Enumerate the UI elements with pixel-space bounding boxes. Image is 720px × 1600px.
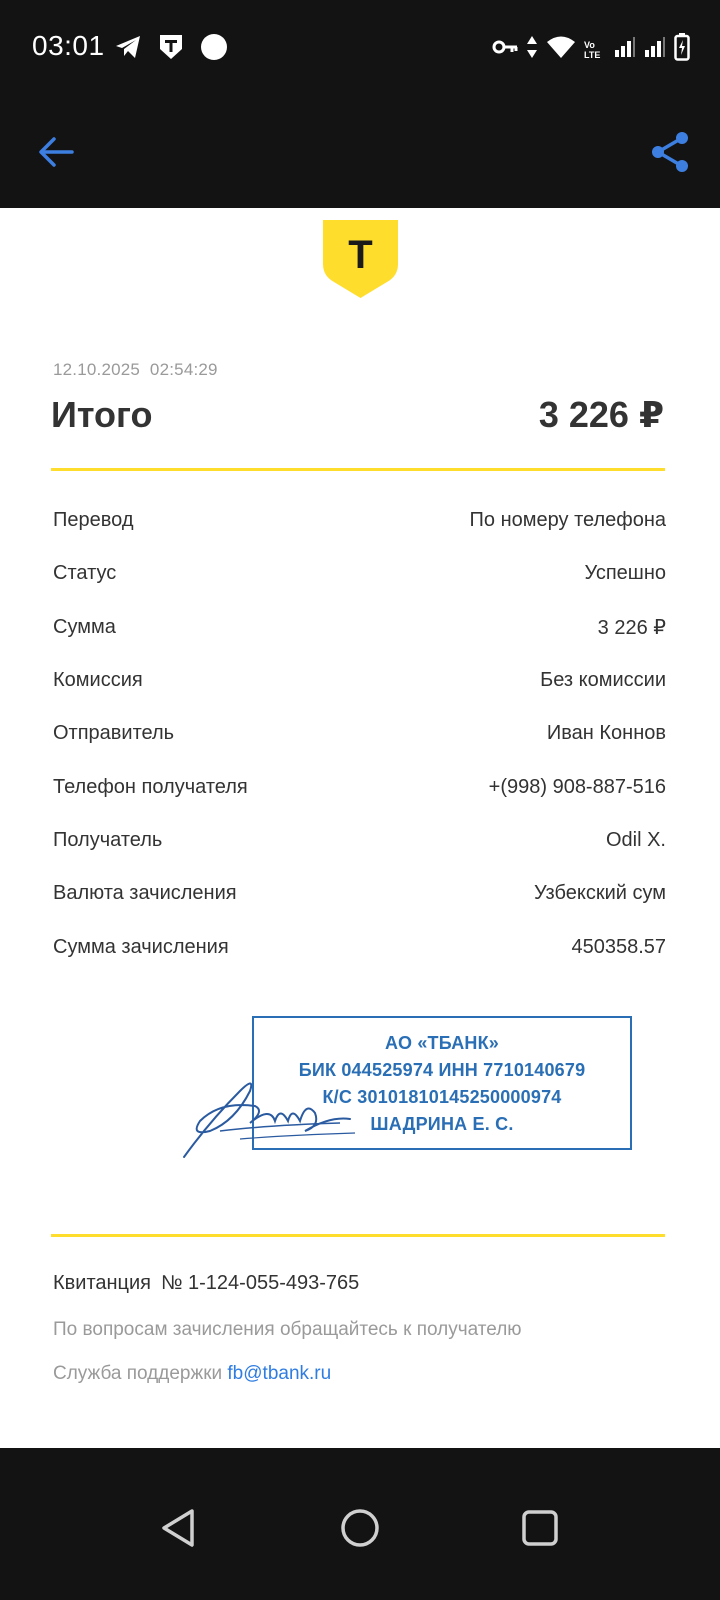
detail-row <box>53 760 666 813</box>
signal-1-icon <box>614 36 636 63</box>
share-button[interactable] <box>642 124 698 180</box>
logo-letter: Т <box>348 233 373 277</box>
nav-home-button[interactable] <box>332 1500 388 1556</box>
detail-row <box>53 601 666 654</box>
detail-row <box>53 867 666 920</box>
detail-row <box>53 494 666 547</box>
detail-row <box>53 814 666 867</box>
receipt-number: № 1-124-055-493-765 <box>161 1272 360 1294</box>
detail-value: Успешно <box>584 562 666 585</box>
details-list <box>53 494 666 974</box>
battery-charging-icon <box>674 33 690 66</box>
telegram-icon <box>114 34 142 65</box>
notification-icons <box>114 33 228 66</box>
system-navigation-bar <box>0 1454 720 1600</box>
wifi-icon <box>546 35 576 64</box>
app-bar <box>0 96 720 208</box>
status-bar <box>0 0 720 96</box>
total-label: Итого <box>51 394 153 435</box>
tbank-notification-icon <box>158 33 184 66</box>
divider <box>51 1234 665 1237</box>
receipt-label: Квитанция <box>53 1272 152 1294</box>
detail-value: Odil X. <box>605 828 666 851</box>
receipt-card <box>0 208 720 1448</box>
detail-row <box>53 707 666 760</box>
detail-label: Телефон получателя <box>53 775 248 798</box>
bank-stamp <box>180 1016 640 1176</box>
detail-label: Сумма <box>53 615 116 638</box>
receipt-number-line <box>53 1272 359 1295</box>
inquiry-note: По вопросам зачисления обращайтесь к получателю <box>53 1319 522 1340</box>
detail-value: По номеру телефона <box>469 509 666 532</box>
status-time: 03:01 <box>32 30 105 61</box>
back-triangle-icon <box>158 1507 198 1549</box>
stamp-bik-inn: БИК 044525974 ИНН 7710140679 <box>298 1060 586 1080</box>
detail-label: Получатель <box>53 828 163 851</box>
support-label: Служба поддержки <box>53 1363 223 1384</box>
stamp-signer: ШАДРИНА Е. С. <box>370 1114 514 1134</box>
nav-back-button[interactable] <box>150 1500 206 1556</box>
support-line <box>53 1363 331 1385</box>
total-value: 3 226 ₽ <box>538 394 664 435</box>
data-arrows-icon <box>526 35 538 64</box>
detail-label: Сумма зачисления <box>53 935 229 958</box>
nav-recents-button[interactable] <box>512 1500 568 1556</box>
detail-label: Статус <box>53 562 117 585</box>
detail-row <box>53 654 666 707</box>
signal-2-icon <box>644 36 666 63</box>
back-button[interactable] <box>28 124 84 180</box>
tbank-logo <box>323 220 398 298</box>
detail-value: 3 226 ₽ <box>597 616 666 639</box>
detail-value: Иван Коннов <box>546 722 666 745</box>
detail-value: 450358.57 <box>571 935 666 958</box>
detail-label: Перевод <box>53 509 134 532</box>
vpn-key-icon <box>492 37 518 62</box>
stamp-account: К/С 30101810145250000974 <box>322 1087 562 1107</box>
share-icon <box>650 131 690 173</box>
transaction-datetime: 12.10.2025 02:54:29 <box>53 360 218 379</box>
detail-row <box>53 920 666 973</box>
detail-row <box>53 547 666 600</box>
detail-value: Без комиссии <box>540 669 666 692</box>
divider <box>51 468 665 471</box>
support-email-link[interactable]: fb@tbank.ru <box>227 1363 332 1384</box>
arrow-left-icon <box>38 136 74 168</box>
home-circle-icon <box>339 1507 381 1549</box>
circle-notification-icon <box>200 33 228 66</box>
detail-value: +(998) 908-887-516 <box>488 775 666 798</box>
system-status-icons <box>492 33 690 66</box>
detail-label: Отправитель <box>53 722 175 745</box>
stamp-bank-name: АО «ТБАНК» <box>384 1033 500 1053</box>
recents-square-icon <box>520 1508 560 1548</box>
detail-value: Узбекский сум <box>533 882 666 905</box>
volte-icon: Vo LTE <box>584 39 601 60</box>
detail-label: Комиссия <box>53 669 143 692</box>
signature <box>180 1061 380 1161</box>
detail-label: Валюта зачисления <box>53 882 237 905</box>
